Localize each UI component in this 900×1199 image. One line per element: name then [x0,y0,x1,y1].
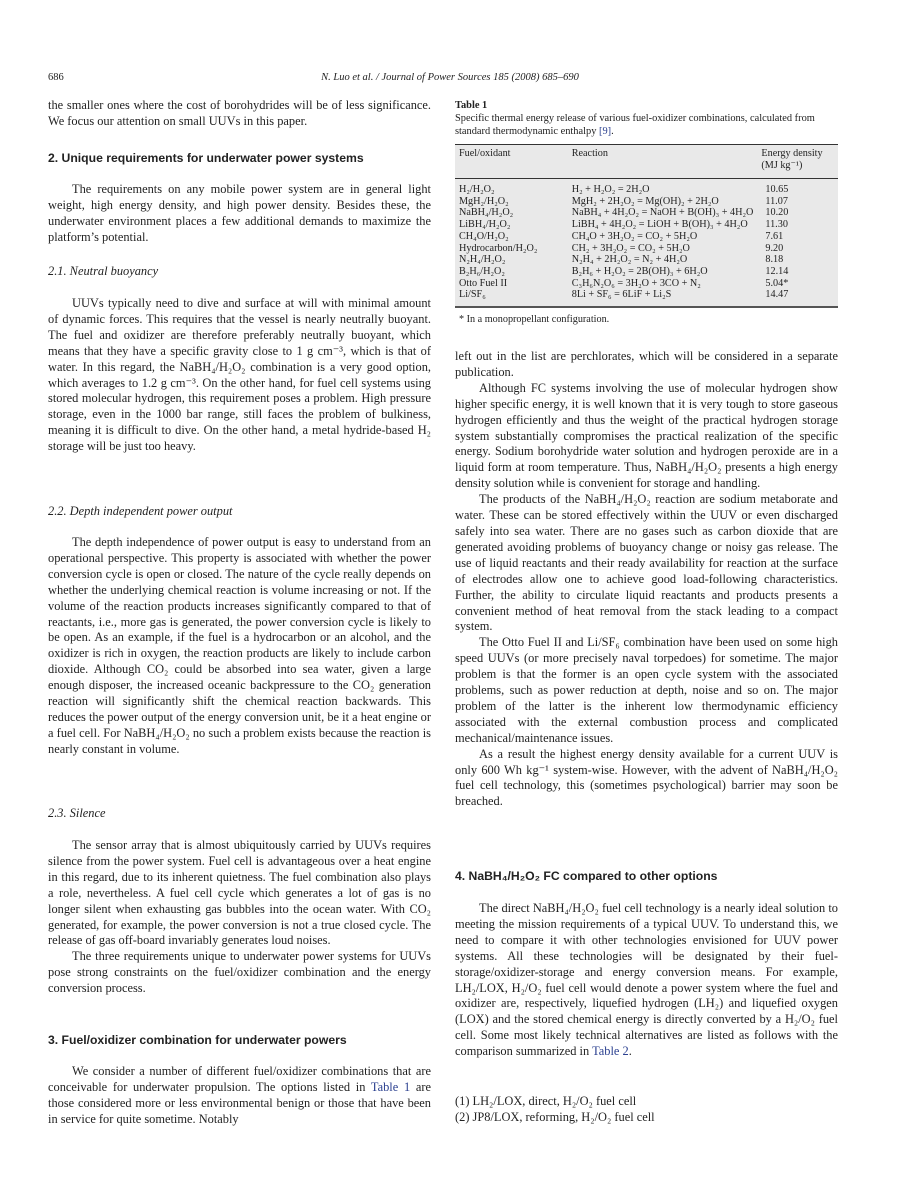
section-heading-3: 3. Fuel/oxidizer combination for underwater powers [48,1033,347,1047]
page-number: 686 [48,72,64,83]
table-cell: MgH₂/H₂O₂ [459,195,509,207]
table-row [455,179,838,196]
table-row [455,231,838,243]
table-cell: 12.14 [765,265,789,277]
paragraph: The Otto Fuel II and Li/SF₆ combination have been used on some high speed UUVs (or more precisely naval torpedoes) for sometime. The major problem is that the former is an open cycle system with the associated problems, such as power reduction at depth, noise and so on. The major problem of the latter is the inherent low thermodynamic efficiency associated with the external combustion process and complicated mechanical/maintenance issues. [455,635,838,745]
paragraph: The sensor array that is almost ubiquitously carried by UUVs requires silence from the power system. Fuel cell is advantageous over a heat engine in this regard, due to its inherent quietness. The fuel combination also plays a role, nevertheless. A fuel cell cycle which generates a lot of gas is no longer silent when exhausting gas bubbles into the ocean water. With CO₂ generated, for example, the power conversion is not a true closed cycle. The release of gas off-board invariably generates loud noises. [48,838,431,948]
table-cell: NaBH₄ + 4H₂O₂ = NaOH + B(OH)₃ + 4H₂O [571,207,754,219]
energy-table [455,144,838,308]
running-title: N. Luo et al. / Journal of Power Sources 185 (2008) 685–690 [321,72,579,83]
table-cell: B₂H₆/H₂O₂ [459,265,505,277]
table-row [455,207,838,219]
table-footnote: * In a monopropellant configuration. [459,314,610,326]
paragraph: As a result the highest energy density available for a current UUV is only 600 Wh kg⁻¹ system-wise. However, with the advent of NaBH₄/H₂O₂ fuel cell technology, this (sometimes psychological) barrier may soon be breached. [455,746,838,809]
table-cell: H₂ + H₂O₂ = 2H₂O [571,184,650,195]
table-row [455,243,838,255]
paragraph: The depth independence of power output is easy to understand from an operational perspective. This property is associated with whether the power conversion cycle is open or closed. The nature of the cycle really depends on whether the underlying chemical reaction is volume increasing or not. If the volume of the reaction products increases significantly compared to that of reactants, i.e., more gas is generated, the power conversion cycle is likely to be open. As an example, if the fuel is a hydrocarbon or an alcohol, and the oxidizer is rich in oxygen, the reaction products are likely to include carbon dioxide. Although CO₂ could be absorbed into sea water, given a large enough disposer, the increased oceanic backpressure to the CO₂ generation reaction will significantly shift the chemical reaction backwards. This reduces the power output of the energy conversion unit, be it a heat engine or a fuel cell. For NaBH₄/H₂O₂ no such a problem exists because the reaction is nearly constant in volume. [48,535,431,756]
table-1 [455,99,838,325]
table-cell: N₂H₄/H₂O₂ [459,254,506,266]
table-cell: NaBH₄/H₂O₂ [459,207,514,219]
paragraph: the smaller ones where the cost of borohydrides will be of less significance. We focus our attention on small UUVs in this paper. [48,98,431,128]
subsection-heading-2-3: 2.3. Silence [48,806,106,820]
text: We consider a number of different fuel/oxidizer combinations that are conceivable for underwater propulsion. The options listed in [48,1064,431,1094]
table-row [455,219,838,231]
section-heading-4: 4. NaBH₄/H₂O₂ FC compared to other options [455,869,718,883]
paragraph: The three requirements unique to underwater power systems for UUVs pose strong constraints on the fuel/oxidizer combination and the energy conversion process. [48,949,431,996]
table-cell: 8Li + SF₆ = 6LiF + Li₂S [571,289,672,301]
table-label: Table 1 [455,100,488,111]
table-cell: LiBH₄/H₂O₂ [459,219,511,231]
section-heading-2: 2. Unique requirements for underwater power systems [48,151,364,165]
table-cell: 9.20 [765,242,784,254]
table-cell: H₂/H₂O₂ [459,184,495,195]
table-cell: 11.30 [765,219,788,231]
table-cell: 10.65 [765,184,789,195]
table-cell: 14.47 [765,289,789,301]
text: are those considered more or less environmental benign or those that have been in service for quite sometime. Notably [48,1079,431,1126]
table-cell: 5.04* [765,277,789,289]
list-item: (1) LH₂/LOX, direct, H₂/O₂ fuel cell [455,1094,637,1108]
subsection-heading-2-2: 2.2. Depth independent power output [48,504,233,518]
table-cell: MgH₂ + 2H₂O₂ = Mg(OH)₂ + 2H₂O [571,195,719,207]
column-header: Fuel/oxidant [459,148,511,159]
table-row [455,289,838,307]
table-cell: C₃H₆N₂O₆ = 3H₂O + 3CO + N₂ [571,277,701,289]
text: . [611,126,614,137]
table-cell: 10.20 [765,207,789,219]
table-cell: CH₄O + 3H₂O₂ = CO₂ + 5H₂O [571,230,698,242]
table-1-link[interactable]: Table 1 [370,1079,411,1094]
paragraph: UUVs typically need to dive and surface at will with minimal amount of dynamic forces. This requires that the vessel is nearly neutrally buoyant. The fuel and oxidizer are therefore preferably neutrally buoyant, which means that they have a specific gravity close to 1 g cm⁻³, which is that of water. In this regard, the NaBH₄/H₂O₂ combination is a very good option, which averages to 1.2 g cm⁻³. On the other hand, for fuel cell systems using stored molecular hydrogen, this requirement poses a problem. High pressure storage, even in the 1000 bar range, still faces the problem of bulkiness, meaning it is difficult to dive. On the other hand, a metal hydride-based H₂ storage will be just too heavy. [48,296,431,454]
table-cell: Li/SF₆ [459,289,486,301]
column-header: Energy density (MJ kg⁻¹) [761,148,823,171]
table-cell: N₂H₄ + 2H₂O₂ = N₂ + 4H₂O [571,254,688,266]
table-cell: LiBH₄ + 4H₂O₂ = LiOH + B(OH)₃ + 4H₂O [571,219,748,231]
table-row [455,196,838,208]
paragraph: The requirements on any mobile power system are in general light weight, high energy density, and high power density. Besides these, the underwater environment places a few additional demands to maximize the platform’s potential. [48,182,431,244]
table-cell: CH₂ + 3H₂O₂ = CO₂ + 5H₂O [571,242,690,254]
column-header: Reaction [571,148,608,159]
paragraph: The products of the NaBH₄/H₂O₂ reaction are sodium metaborate and water. These can be stored effectively within the UUV or even discharged safely into sea water. There are no gases such as carbon dioxide that are generated avoiding problems of buoyancy change or noisy gas release. The use of liquid reactants and their ready availability for reaction at the surface of electrodes allow one to achieve good load-following characteristics. Further, the ability to circulate liquid reactants and products presents a convenient method of heat removal from the stack leading to a compact system. [455,492,838,634]
reference-link[interactable]: [9] [598,126,612,137]
paragraph [455,901,838,1060]
table-2-link[interactable]: Table 2 [592,1044,629,1059]
table-cell: Hydrocarbon/H₂O₂ [459,242,538,254]
table-cell: CH₄O/H₂O₂ [459,230,509,242]
table-cell: 8.18 [765,254,784,266]
list-item: (2) JP8/LOX, reforming, H₂/O₂ fuel cell [455,1109,655,1124]
subsection-heading-2-1: 2.1. Neutral buoyancy [48,264,159,278]
text: . [628,1044,632,1059]
table-cell: B₂H₆ + H₂O₂ = 2B(OH)₃ + 6H₂O [571,265,708,277]
table-cell: 11.07 [765,195,788,207]
table-cell: 7.61 [765,230,784,242]
table-caption [455,112,838,138]
table-row [455,266,838,278]
table-row [455,278,838,290]
paragraph: Although FC systems involving the use of molecular hydrogen show higher specific energy, it is well known that it is very tough to store gaseous hydrogen efficiently and thus the weight of the practical hydrogen storage system substantially compromises the practical realization of the specific energy. Sodium borohydride water solution and hydrogen peroxide are in a liquid form at room temperature. Thus, NaBH₄/H₂O₂ presents a high energy density solution while is convenient for storage and handling. [455,380,838,491]
text: The direct NaBH₄/H₂O₂ fuel cell technology is a nearly ideal solution to meeting the mission requirements of a typical UUV. To understand this, we need to compare it with other technologies envisioned for UUV power systems. All these technologies will be designated by their fuel-storage/oxidizer-storage and energy conversion means. For example, LH₂/LOX, H₂/O₂ fuel cell would denote a power system where the fuel and oxidizer are, respectively, liquefied hydrogen (LH₂) and liquefied oxygen (LOX) and the stored chemical energy is directly converted by a H₂/O₂ fuel cell. Some most likely technical alternatives are listed as follows with the comparison summarized in [455,901,838,1059]
text: Specific thermal energy release of various fuel-oxidizer combinations, calculated from standard thermodynamic enthalpy [455,113,815,137]
table-cell: Otto Fuel II [459,277,508,289]
paragraph: left out in the list are perchlorates, which will be considered in a separate publication. [455,349,838,379]
paragraph [48,1064,431,1128]
table-row [455,254,838,266]
